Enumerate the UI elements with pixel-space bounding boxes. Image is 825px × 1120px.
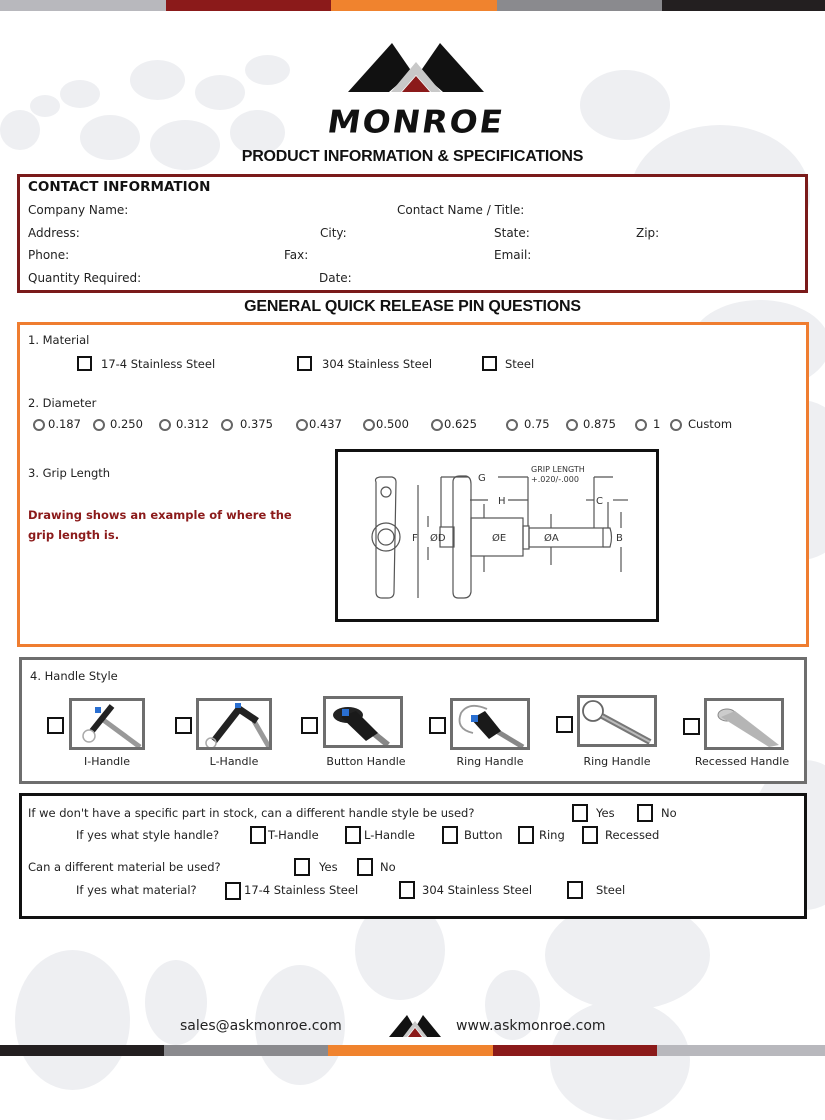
handle-substitute-yes-checkbox[interactable] — [572, 804, 588, 822]
handle-option-label: L-Handle — [364, 828, 415, 842]
dim-f: F — [412, 533, 418, 544]
handle-caption: Ring Handle — [456, 755, 524, 768]
handle-caption: Recessed Handle — [694, 755, 790, 768]
handle-option-label: Recessed — [605, 828, 660, 842]
recessed-handle-pin-icon — [707, 701, 781, 747]
alt-ring-checkbox[interactable] — [518, 826, 534, 844]
diameter-radio[interactable] — [296, 419, 308, 431]
page-title: PRODUCT INFORMATION & SPECIFICATIONS — [241, 148, 584, 165]
button-handle-pin-icon — [326, 699, 400, 745]
diameter-radio[interactable] — [566, 419, 578, 431]
alt-l-handle-checkbox[interactable] — [345, 826, 361, 844]
diameter-label: 2. Diameter — [28, 396, 97, 410]
handle-option-label: T-Handle — [268, 828, 319, 842]
diameter-option-label: 0.250 — [110, 417, 143, 431]
diameter-option-label: 1 — [653, 417, 661, 431]
contact-information-section — [17, 174, 808, 293]
diameter-option-label: 0.500 — [376, 417, 409, 431]
color-segment — [662, 0, 825, 11]
color-segment — [497, 0, 662, 11]
material-option-label: 304 Stainless Steel — [422, 883, 533, 897]
diameter-option-label: 0.75 — [524, 417, 550, 431]
material-followup-question: If yes what material? — [76, 883, 197, 897]
phone-field[interactable]: Phone: — [28, 248, 70, 262]
diameter-option-label: 0.312 — [176, 417, 209, 431]
material-substitute-yes-checkbox[interactable] — [294, 858, 310, 876]
pin-diagram-icon — [338, 452, 656, 619]
material-substitute-no-checkbox[interactable] — [357, 858, 373, 876]
email-field[interactable]: Email: — [494, 248, 532, 262]
handle-style-label: 4. Handle Style — [30, 669, 118, 683]
material-substitute-question: Can a different material be used? — [28, 860, 221, 874]
section-heading: CONTACT INFORMATION — [28, 179, 211, 195]
state-field[interactable]: State: — [494, 226, 530, 240]
diameter-option-label: 0.625 — [444, 417, 477, 431]
recessed-handle-checkbox[interactable] — [683, 718, 700, 735]
button-handle-image — [323, 696, 403, 748]
alt-17-4-checkbox[interactable] — [225, 882, 241, 900]
material-option-label: 17-4 Stainless Steel — [244, 883, 359, 897]
logo-mark-icon — [389, 1013, 441, 1037]
grip-length-drawing — [335, 449, 659, 622]
button-handle-checkbox[interactable] — [301, 717, 318, 734]
alt-t-handle-checkbox[interactable] — [250, 826, 266, 844]
diameter-radio[interactable] — [363, 419, 375, 431]
yes-label: Yes — [596, 806, 615, 820]
color-segment — [164, 1045, 328, 1056]
l-handle-image — [196, 698, 272, 750]
alt-button-checkbox[interactable] — [442, 826, 458, 844]
fax-field[interactable]: Fax: — [284, 248, 309, 262]
dim-b: B — [616, 533, 623, 544]
zip-field[interactable]: Zip: — [636, 226, 660, 240]
alt-304-checkbox[interactable] — [399, 881, 415, 899]
grip-length-note: Drawing shows an example of where the grip length is. — [28, 508, 292, 542]
color-segment — [0, 1045, 164, 1056]
grip-length-label: 3. Grip Length — [28, 466, 111, 480]
ring-handle-checkbox[interactable] — [429, 717, 446, 734]
footer-website-link[interactable]: www.askmonroe.com — [456, 1018, 606, 1034]
dim-g: G — [478, 473, 486, 484]
dim-e: ØE — [492, 533, 507, 544]
ring-pin-image — [577, 695, 657, 747]
general-questions-section — [17, 322, 809, 647]
alt-recessed-checkbox[interactable] — [582, 826, 598, 844]
handle-option-label: Ring — [539, 828, 565, 842]
logo-wordmark: MONROE — [324, 102, 508, 141]
handle-followup-question: If yes what style handle? — [76, 828, 220, 842]
handle-style-section — [19, 657, 807, 784]
city-field[interactable]: City: — [320, 226, 347, 240]
no-label: No — [380, 860, 396, 874]
l-handle-checkbox[interactable] — [175, 717, 192, 734]
color-segment — [328, 1045, 493, 1056]
handle-caption: I-Handle — [83, 755, 130, 768]
handle-caption: L-Handle — [209, 755, 259, 768]
color-segment — [331, 0, 497, 11]
diameter-radio[interactable] — [506, 419, 518, 431]
l-handle-pin-icon — [199, 701, 269, 747]
questions-title: GENERAL QUICK RELEASE PIN QUESTIONS — [244, 298, 581, 315]
color-segment — [0, 0, 166, 11]
material-option-label: Steel — [505, 357, 535, 371]
dim-tolerance: +.020/-.000 — [531, 475, 579, 484]
dim-c: C — [596, 496, 603, 507]
diameter-option-label: 0.375 — [240, 417, 273, 431]
yes-label: Yes — [319, 860, 338, 874]
footer-email-link[interactable]: sales@askmonroe.com — [180, 1018, 342, 1034]
color-segment — [493, 1045, 657, 1056]
recessed-handle-image — [704, 698, 784, 750]
dim-grip-length: GRIP LENGTH — [531, 465, 585, 474]
diameter-radio[interactable] — [33, 419, 45, 431]
color-segment — [657, 1045, 825, 1056]
dim-h: H — [498, 496, 506, 507]
contact-name-field[interactable]: Contact Name / Title: — [397, 203, 525, 217]
handle-option-label: Button — [464, 828, 503, 842]
color-segment — [166, 0, 331, 11]
diameter-radio[interactable] — [159, 419, 171, 431]
material-option-label: 17-4 Stainless Steel — [101, 357, 216, 371]
handle-substitute-no-checkbox[interactable] — [637, 804, 653, 822]
ring-handle-pin-icon — [453, 701, 527, 747]
quantity-required-field[interactable]: Quantity Required: — [28, 271, 142, 285]
monroe-logo — [288, 40, 544, 140]
material-304-checkbox[interactable] — [297, 356, 312, 371]
ring-pin-icon — [580, 698, 654, 744]
diameter-option-label: 0.437 — [309, 417, 342, 431]
material-option-label: Steel — [596, 883, 626, 897]
diameter-radio[interactable] — [635, 419, 647, 431]
dim-a: ØA — [544, 533, 559, 544]
diameter-option-label: Custom — [688, 417, 733, 431]
ring-handle-image — [450, 698, 530, 750]
ring-handle-2-checkbox[interactable] — [556, 716, 573, 733]
diameter-radio[interactable] — [431, 419, 443, 431]
material-17-4-checkbox[interactable] — [77, 356, 92, 371]
i-handle-image — [69, 698, 145, 750]
diameter-option-label: 0.187 — [48, 417, 81, 431]
footer-logo-icon — [389, 1013, 441, 1037]
material-steel-checkbox[interactable] — [482, 356, 497, 371]
company-name-field[interactable]: Company Name: — [28, 203, 129, 217]
no-label: No — [661, 806, 677, 820]
diameter-radio[interactable] — [93, 419, 105, 431]
diameter-radio[interactable] — [670, 419, 682, 431]
address-field[interactable]: Address: — [28, 226, 80, 240]
handle-caption: Ring Handle — [583, 755, 651, 768]
diameter-radio[interactable] — [221, 419, 233, 431]
alternates-section — [19, 793, 807, 919]
i-handle-checkbox[interactable] — [47, 717, 64, 734]
diameter-option-label: 0.875 — [583, 417, 616, 431]
t-handle-pin-icon — [72, 701, 142, 747]
material-label: 1. Material — [28, 333, 90, 347]
material-option-label: 304 Stainless Steel — [322, 357, 433, 371]
dim-d: ØD — [430, 533, 446, 544]
alt-steel-checkbox[interactable] — [567, 881, 583, 899]
handle-substitute-question: If we don't have a specific part in stock, can a different handle style be used? — [28, 806, 475, 820]
handle-caption: Button Handle — [326, 755, 406, 768]
date-field[interactable]: Date: — [319, 271, 352, 285]
